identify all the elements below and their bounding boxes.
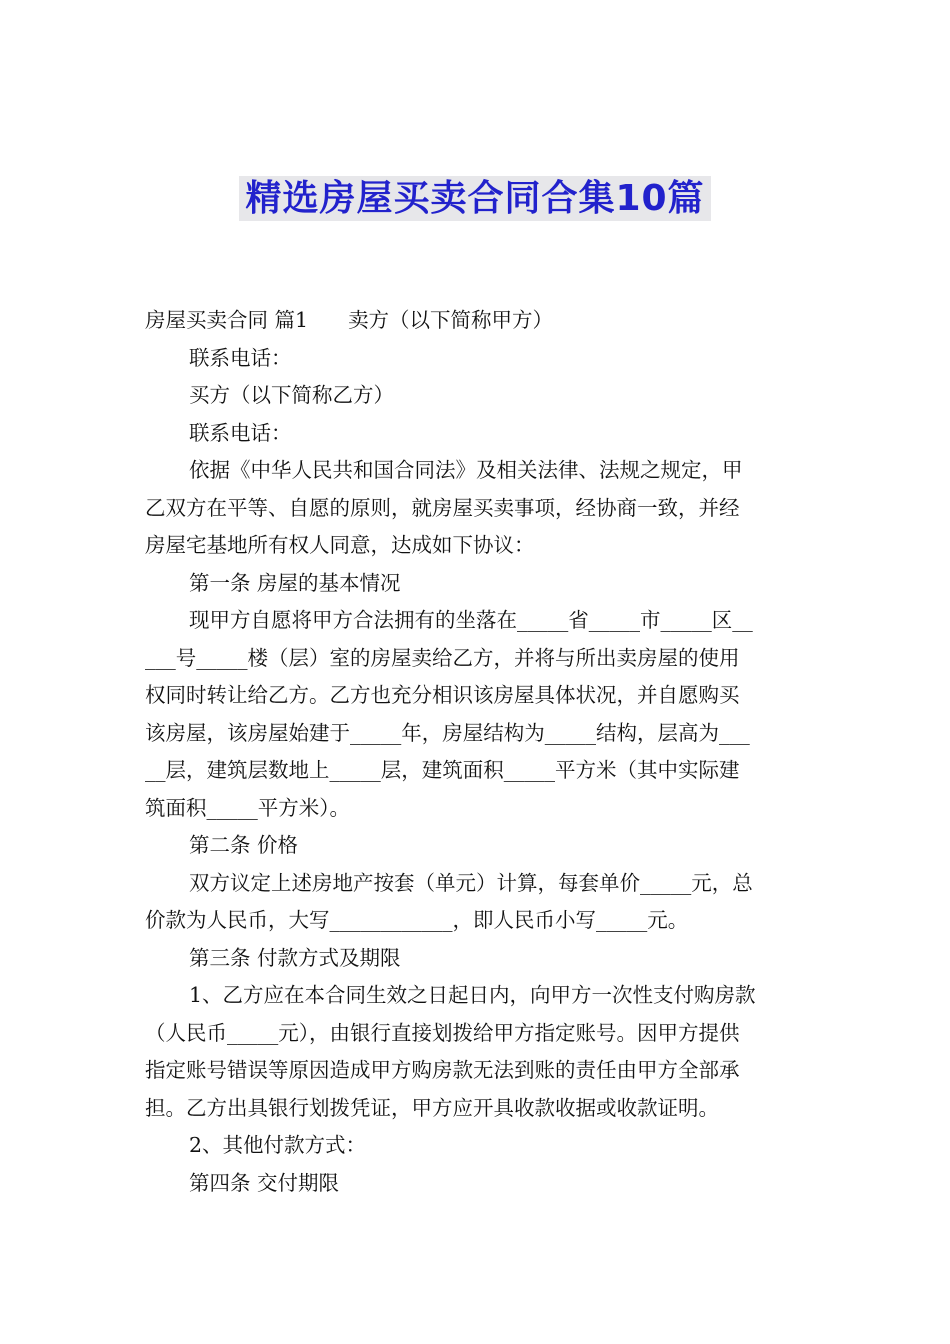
contract-number: 房屋买卖合同 篇1 (145, 308, 309, 332)
paragraph-line: 房屋宅基地所有权人同意，达成如下协议： (145, 533, 535, 557)
paragraph-line: 该房屋，该房屋始建于_____年，房屋结构为_____结构，层高为___ (145, 720, 750, 745)
paragraph-line: 担。乙方出具银行划拨凭证，甲方应开具收款收据或收款证明。 (145, 1095, 719, 1120)
document-title-text: 精选房屋买卖合同合集10篇 (239, 176, 710, 221)
paragraph-line: 双方议定上述房地产按套（单元）计算，每套单价_____元，总 (189, 870, 753, 895)
paragraph-line: 乙双方在平等、自愿的原则，就房屋买卖事项，经协商一致，并经 (145, 495, 740, 520)
paragraph-line: 价款为人民币，大写____________，即人民币小写_____元。 (145, 908, 689, 932)
buyer-phone: 联系电话： (189, 420, 292, 445)
document-body (145, 302, 807, 1202)
paragraph-line: 依据《中华人民共和国合同法》及相关法律、法规之规定，甲 (189, 458, 743, 482)
contract-heading-line (145, 302, 807, 340)
document-title (0, 170, 950, 221)
seller-phone: 联系电话： (189, 345, 292, 370)
paragraph-line: 筑面积_____平方米）。 (145, 795, 350, 820)
article-heading: 第二条 价格 (189, 833, 299, 857)
paragraph-line: （人民币_____元），由银行直接划拨给甲方指定账号。因甲方提供 (145, 1020, 740, 1045)
paragraph-line: __层，建筑层数地上_____层，建筑面积_____平方米（其中实际建 (145, 758, 740, 782)
article-heading: 第四条 交付期限 (189, 1170, 340, 1195)
article-heading: 第三条 付款方式及期限 (189, 945, 401, 970)
buyer-label: 买方（以下简称乙方） (189, 383, 394, 407)
paragraph-line: 指定账号错误等原因造成甲方购房款无法到账的责任由甲方全部承 (145, 1058, 740, 1082)
paragraph-line: 1、乙方应在本合同生效之日起日内，向甲方一次性支付购房款 (189, 983, 756, 1007)
seller-label: 卖方（以下简称甲方） (348, 308, 554, 332)
paragraph-line: 权同时转让给乙方。乙方也充分相识该房屋具体状况，并自愿购买 (145, 683, 740, 707)
paragraph-line: ___号_____楼（层）室的房屋卖给乙方，并将与所出卖房屋的使用 (145, 645, 740, 670)
article-heading: 第一条 房屋的基本情况 (189, 570, 401, 595)
paragraph-line: 现甲方自愿将甲方合法拥有的坐落在_____省_____市_____区__ (189, 608, 753, 632)
paragraph-line: 2、其他付款方式： (189, 1133, 367, 1157)
